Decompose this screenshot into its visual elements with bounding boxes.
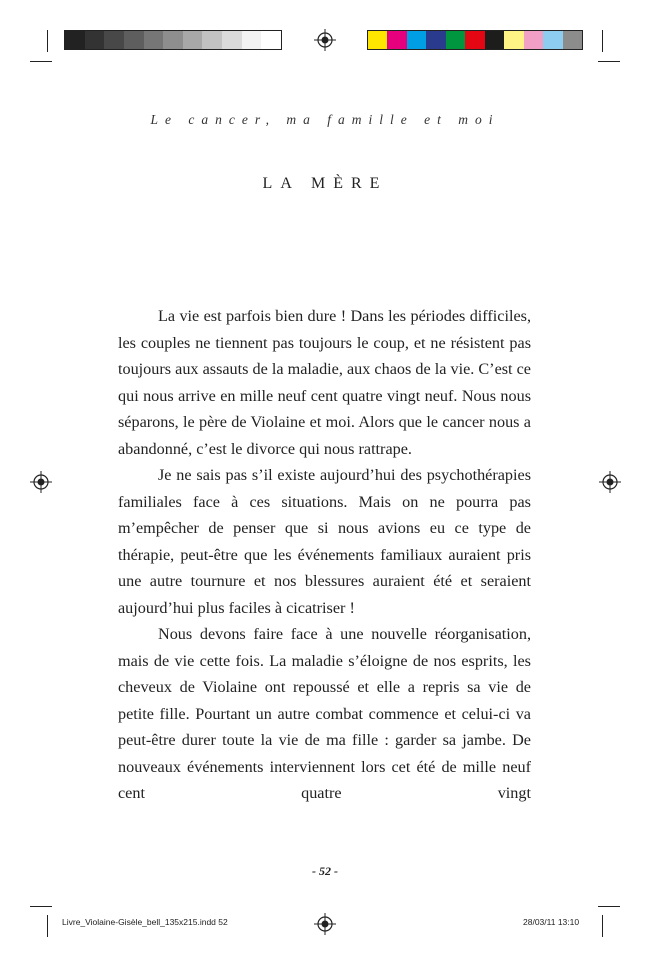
- slug-filename: Livre_Violaine-Gisèle_bell_135x215.indd 52: [62, 917, 228, 927]
- paragraph: La vie est parfois bien dure ! Dans les périodes difficiles, les couples ne tiennent pas toujours le coup, et ne résistent pas toujours aux assauts de la maladie, aux chaos de la vie. C’est ce qui nous arrive en mille neuf cent quatre vingt neuf. Nous nous séparons, le père de Violaine et moi. Alors que le cancer nous a abandonné, c’est le divorce qui nous rattrape.: [118, 307, 531, 458]
- process-color-bar: [367, 30, 583, 50]
- paragraph: Je ne sais pas s’il existe aujourd’hui des psychothérapies familiales face à ces situations. Mais on ne pourra pas m’empêcher de penser que si nous avions eu ce type de thérapie, peut-être que les événements familiaux auraient pris une autre tournure et nos blessures auraient été et seraient aujourd’hui plus faciles à cicatriser !: [118, 466, 531, 617]
- grayscale-color-bar: [64, 30, 282, 50]
- color-swatch: [183, 31, 203, 49]
- color-swatch: [85, 31, 105, 49]
- registration-mark-icon: [314, 913, 336, 935]
- crop-mark-top-right-h: [598, 61, 620, 62]
- chapter-title: LA MÈRE: [262, 175, 388, 192]
- color-swatch: [261, 31, 281, 49]
- color-swatch: [202, 31, 222, 49]
- crop-mark-bottom-right-h: [598, 906, 620, 907]
- color-swatch: [104, 31, 124, 49]
- body-text: [118, 303, 531, 807]
- crop-mark-top-left-v: [47, 30, 48, 52]
- crop-mark-top-right-v: [602, 30, 603, 52]
- color-swatch: [163, 31, 183, 49]
- crop-mark-bottom-left-v: [47, 915, 48, 937]
- running-header: Le cancer, ma famille et moi: [150, 112, 500, 127]
- color-swatch: [65, 31, 85, 49]
- color-swatch: [465, 31, 484, 49]
- color-swatch: [242, 31, 262, 49]
- crop-mark-top-left-h: [30, 61, 52, 62]
- color-swatch: [524, 31, 543, 49]
- color-swatch: [407, 31, 426, 49]
- color-swatch: [504, 31, 523, 49]
- color-swatch: [485, 31, 504, 49]
- color-swatch: [144, 31, 164, 49]
- color-swatch: [124, 31, 144, 49]
- color-swatch: [543, 31, 562, 49]
- slug-date: 28/03/11 13:10: [523, 917, 580, 927]
- color-swatch: [222, 31, 242, 49]
- color-swatch: [446, 31, 465, 49]
- page-number: - 52 -: [312, 864, 338, 878]
- crop-mark-bottom-left-h: [30, 906, 52, 907]
- color-swatch: [563, 31, 582, 49]
- registration-mark-icon: [30, 471, 52, 493]
- crop-mark-bottom-right-v: [602, 915, 603, 937]
- color-swatch: [387, 31, 406, 49]
- color-swatch: [426, 31, 445, 49]
- registration-mark-icon: [314, 29, 336, 51]
- registration-mark-icon: [599, 471, 621, 493]
- paragraph: Nous devons faire face à une nouvelle réorganisation, mais de vie cette fois. La maladie s’éloigne de nos esprits, les cheveux de Violaine ont repoussé et elle a repris sa vie de petite fille. Pourtant un autre combat commence et celui-ci va peut-être durer toute la vie de ma fille : garder sa jambe. De nouveaux événements interviennent lors cet été de mille neuf cent quatre vingt: [118, 625, 531, 802]
- color-swatch: [368, 31, 387, 49]
